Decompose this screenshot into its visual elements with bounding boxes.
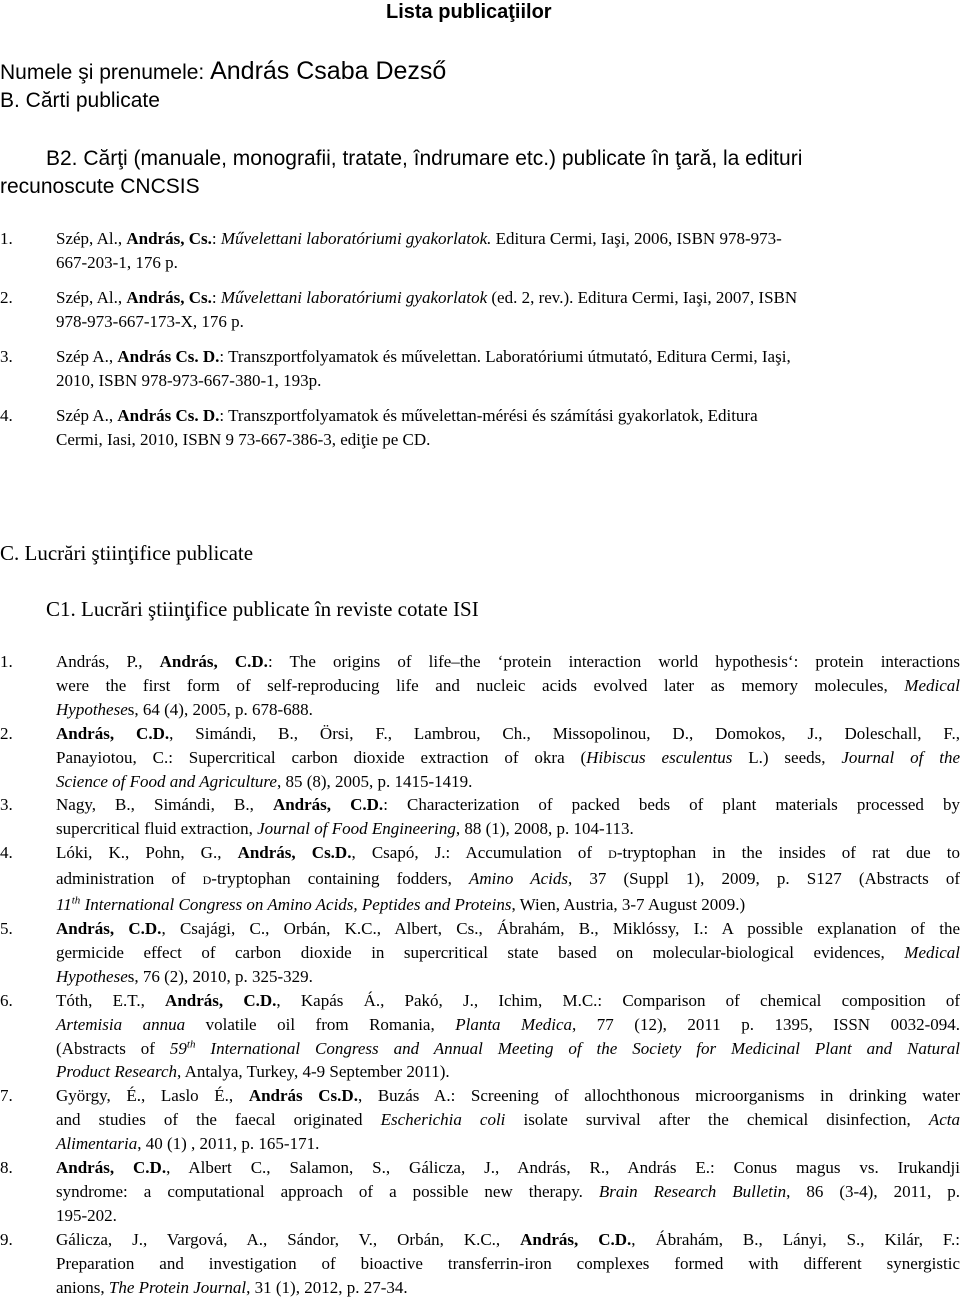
book-title-publisher: : Transzportfolyamatok és művelettan-mérési és számítási gyakorlatok, Editura bbox=[219, 406, 758, 425]
paper-title-cont: and studies of the faecal originated bbox=[56, 1110, 381, 1130]
paper-item bbox=[0, 650, 960, 722]
paper-title-cont: volatile oil from Romania, bbox=[185, 1014, 456, 1034]
paper-author-highlight: András, C.D. bbox=[165, 990, 277, 1010]
paper-author-highlight: András Cs.D. bbox=[248, 1086, 358, 1106]
paper-title-cont: were the first form of self-reproducing life and nucleic acids evolved later as memory molecules, bbox=[56, 675, 905, 695]
name-label: Numele şi prenumele: bbox=[0, 61, 211, 84]
book-number: 4. bbox=[0, 406, 13, 425]
book-item bbox=[0, 227, 960, 275]
books-list bbox=[0, 227, 960, 463]
paper-authors: Tóth, E.T., bbox=[56, 990, 166, 1010]
paper-authors: Gálicza, J., Vargová, A., Sándor, V., Orbán, K.C., bbox=[56, 1229, 521, 1249]
paper-number: 3. bbox=[0, 795, 13, 815]
paper-journal: Journal of Food Engineering bbox=[257, 819, 456, 839]
paper-species: Escherichia coli bbox=[380, 1110, 506, 1130]
paper-citation: , 37 (Suppl 1), 2009, p. S127 (Abstracts of bbox=[567, 869, 960, 889]
paper-author-highlight: András, C.D. bbox=[56, 918, 162, 938]
paper-authors: , Albert C., Salamon, S., Gálicza, J., András, R., András E.: Conus magus vs. Irukandji bbox=[166, 1158, 960, 1178]
book-title: Művelettani laboratóriumi gyakorlatok bbox=[220, 288, 488, 307]
paper-citation: s, 76 (2), 2010, p. 325-329. bbox=[127, 966, 313, 986]
author-name: András Csaba Dezső bbox=[210, 57, 447, 85]
book-authors: Szép A., bbox=[56, 347, 118, 366]
paper-citation: , 88 (1), 2008, p. 104-113. bbox=[455, 819, 634, 839]
book-number: 1. bbox=[0, 229, 13, 248]
paper-number: 6. bbox=[0, 990, 13, 1010]
book-sep: : bbox=[211, 288, 221, 307]
paper-authors: Nagy, B., Simándi, B., bbox=[56, 795, 273, 815]
paper-item bbox=[0, 722, 960, 794]
paper-ordinal: th bbox=[71, 894, 81, 907]
book-author-highlight: András Cs. D. bbox=[117, 347, 220, 366]
book-item bbox=[0, 404, 960, 452]
paper-species: Artemisia annua bbox=[56, 1014, 186, 1034]
document-title: Lista publicaţiilor bbox=[386, 1, 552, 23]
paper-item bbox=[0, 793, 960, 841]
paper-ordinal: th bbox=[186, 1037, 196, 1050]
book-details: 667-203-1, 176 p. bbox=[56, 253, 178, 272]
paper-journal-cont: Science of Food and Agriculture bbox=[56, 771, 277, 791]
paper-journal-cont: Hypothese bbox=[56, 966, 128, 986]
paper-citation: , 85 (8), 2005, p. 1415-1419. bbox=[276, 771, 473, 791]
paper-number: 7. bbox=[0, 1086, 13, 1106]
paper-journal: Journal of the bbox=[841, 747, 960, 767]
paper-author-highlight: András, C.D. bbox=[272, 795, 384, 815]
paper-author-highlight: András, C.D. bbox=[56, 723, 170, 743]
paper-journal: The Protein Journal bbox=[108, 1277, 247, 1297]
paper-item bbox=[0, 917, 960, 989]
paper-citation: s, 64 (4), 2005, p. 678-688. bbox=[127, 699, 313, 719]
book-sep: : bbox=[211, 229, 221, 248]
paper-journal-cont: Alimentaria bbox=[56, 1134, 138, 1154]
paper-congress: International Congress and Annual Meeting of the Society for Medicinal Plant and Natural bbox=[195, 1038, 960, 1058]
book-number: 2. bbox=[0, 288, 13, 307]
paper-item bbox=[0, 841, 960, 917]
paper-item bbox=[0, 989, 960, 1085]
paper-congress-number: 11 bbox=[56, 895, 72, 915]
book-details: 2010, ISBN 978-973-667-380-1, 193p. bbox=[56, 371, 322, 390]
paper-author-highlight: András, C.D. bbox=[159, 652, 268, 671]
paper-journal-cont: Hypothese bbox=[56, 699, 128, 719]
book-authors: Szép, Al., bbox=[56, 288, 127, 307]
paper-journal: Amino Acids bbox=[469, 869, 568, 889]
book-details: 978-973-667-173-X, 176 p. bbox=[56, 312, 244, 331]
paper-item bbox=[0, 1084, 960, 1156]
paper-title: Preparation and investigation of bioactive transferrin-iron complexes formed with different synergistic bbox=[56, 1253, 960, 1273]
paper-authors-cont: , Ábrahám, B., Lányi, S., Kilár, F.: bbox=[631, 1229, 960, 1249]
paper-citation: , Wien, Austria, 3-7 August 2009.) bbox=[511, 895, 746, 915]
section-c1-heading: C1. Lucrări ştiinţifice publicate în reviste cotate ISI bbox=[46, 597, 479, 621]
paper-authors: György, É., Laslo É., bbox=[56, 1086, 249, 1106]
paper-number: 4. bbox=[0, 843, 13, 863]
book-authors: Szép, Al., bbox=[56, 229, 127, 248]
paper-title-cont: isolate survival after the chemical disinfection, bbox=[505, 1110, 929, 1130]
paper-title-cont: germicide effect of carbon dioxide in supercritical state based on molecular-biological evidences, bbox=[56, 942, 905, 962]
book-title-publisher: : Transzportfolyamatok és művelettan. Laboratóriumi útmutató, Editura Cermi, Iaşi, bbox=[219, 347, 791, 366]
paper-congress-cont: Product Research bbox=[56, 1062, 178, 1082]
paper-title-cont: administration of bbox=[56, 869, 203, 889]
paper-number: 9. bbox=[0, 1229, 13, 1249]
paper-title-cont: -tryptophan in the insides of rat due to bbox=[616, 843, 960, 863]
paper-title: , Buzás A.: Screening of allochthonous microorganisms in drinking water bbox=[357, 1086, 960, 1106]
book-item bbox=[0, 345, 960, 393]
section-b2-line2: recunoscute CNCSIS bbox=[0, 175, 200, 198]
paper-smallcaps: D bbox=[202, 873, 212, 888]
paper-citation: , 86 (3-4), 2011, p. bbox=[786, 1181, 960, 1201]
book-item bbox=[0, 286, 960, 334]
paper-number: 5. bbox=[0, 918, 13, 938]
paper-congress: International Congress on Amino Acids, Peptides and Proteins bbox=[80, 895, 512, 915]
section-b-heading: B. Cărti publicate bbox=[0, 89, 160, 112]
book-author-highlight: András Cs. D. bbox=[117, 406, 220, 425]
book-author-highlight: András, Cs. bbox=[126, 288, 212, 307]
paper-citation: , 31 (1), 2012, p. 27-34. bbox=[246, 1277, 408, 1297]
paper-authors: , Simándi, B., Örsi, F., Lambrou, Ch., Missopolinou, D., Domokos, J., Doleschall, F., bbox=[169, 723, 960, 743]
paper-authors: , Csajági, C., Orbán, K.C., Albert, Cs., Ábrahám, B., Miklóssy, I.: A possible explanation of the bbox=[161, 918, 960, 938]
paper-abstract-prefix: (Abstracts of bbox=[56, 1038, 170, 1058]
paper-title-cont: supercritical fluid extraction, bbox=[56, 819, 258, 839]
paper-title: : The origins of life–the ‘protein interaction world hypothesis‘: protein interactions bbox=[267, 652, 960, 671]
paper-title-cont: -tryptophan containing fodders, bbox=[211, 869, 469, 889]
paper-item bbox=[0, 1228, 960, 1299]
book-title: Művelettani laboratóriumi gyakorlatok. bbox=[220, 229, 492, 248]
paper-citation: , 40 (1) , 2011, p. 165-171. bbox=[137, 1134, 320, 1154]
paper-citation: , 77 (12), 2011 p. 1395, ISSN 0032-094. bbox=[572, 1014, 960, 1034]
paper-journal: Acta bbox=[928, 1110, 960, 1130]
paper-title: : Characterization of packed beds of plant materials processed by bbox=[383, 795, 960, 815]
paper-author-highlight: András, C.D. bbox=[520, 1229, 632, 1249]
book-details: Cermi, Iasi, 2010, ISBN 9 73-667-386-3, ediţie pe CD. bbox=[56, 430, 431, 449]
book-author-highlight: András, Cs. bbox=[126, 229, 212, 248]
paper-journal: Planta Medica bbox=[455, 1014, 573, 1034]
section-b2-line1: B2. Cărţi (manuale, monografii, tratate, îndrumare etc.) publicate în ţară, la edituri bbox=[46, 147, 803, 170]
paper-citation: , Antalya, Turkey, 4-9 September 2011). bbox=[177, 1062, 450, 1082]
paper-number: 2. bbox=[0, 723, 13, 743]
paper-congress-number: 59 bbox=[169, 1038, 187, 1058]
paper-title: syndrome: a computational approach of a possible new therapy. bbox=[56, 1181, 599, 1201]
paper-title: , Csapó, J.: Accumulation of bbox=[351, 843, 609, 863]
paper-number: 8. bbox=[0, 1158, 13, 1178]
paper-title-cont: anions, bbox=[56, 1277, 109, 1297]
paper-title: Panayiotou, C.: Supercritical carbon dioxide extraction of okra ( bbox=[56, 747, 587, 767]
author-name-line bbox=[0, 58, 446, 86]
paper-title-cont: L.) seeds, bbox=[732, 747, 842, 767]
paper-title: , Kapás Á., Pakó, J., Ichim, M.C.: Comparison of chemical composition of bbox=[276, 990, 960, 1010]
paper-journal: Medical bbox=[904, 942, 960, 962]
paper-item bbox=[0, 1156, 960, 1228]
paper-journal: Brain Research Bulletin bbox=[598, 1181, 787, 1201]
book-number: 3. bbox=[0, 347, 13, 366]
paper-author-highlight: András, Cs.D. bbox=[237, 843, 352, 863]
paper-species: Hibiscus esculentus bbox=[586, 747, 733, 767]
paper-author-highlight: András, C.D. bbox=[56, 1158, 167, 1178]
book-publisher: Editura Cermi, Iaşi, 2006, ISBN 978-973- bbox=[491, 229, 782, 248]
paper-smallcaps: D bbox=[608, 847, 617, 862]
papers-list bbox=[0, 650, 960, 1299]
paper-authors: András, P., bbox=[56, 652, 160, 671]
book-publisher: (ed. 2, rev.). Editura Cermi, Iaşi, 2007, ISBN bbox=[487, 288, 798, 307]
section-c-heading: C. Lucrări ştiinţifice publicate bbox=[0, 541, 254, 565]
paper-citation-cont: 195-202. bbox=[56, 1205, 117, 1225]
paper-journal: Medical bbox=[904, 675, 960, 695]
section-b2-heading bbox=[0, 145, 960, 201]
paper-number: 1. bbox=[0, 652, 13, 671]
paper-authors: Lóki, K., Pohn, G., bbox=[56, 843, 238, 863]
book-authors: Szép A., bbox=[56, 406, 118, 425]
